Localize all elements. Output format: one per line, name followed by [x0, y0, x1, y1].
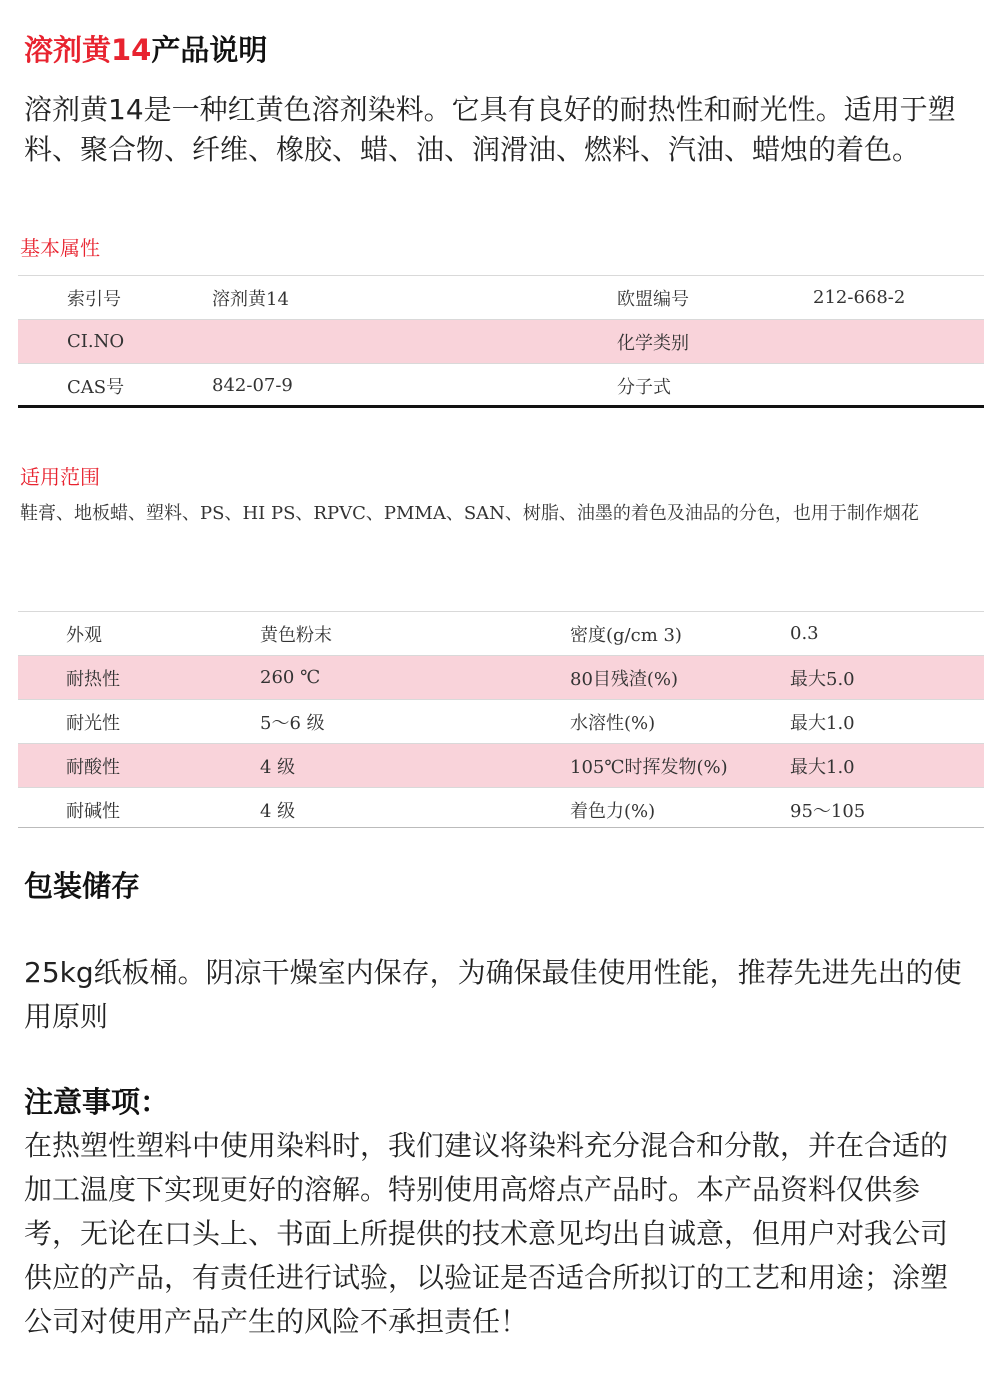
page-title — [24, 30, 267, 70]
cell-value: 260 ℃ — [260, 656, 570, 700]
table-row — [18, 364, 984, 408]
cell-key: 水溶性(%) — [570, 712, 656, 734]
scope-label: 适用范围 — [20, 465, 100, 489]
cell-key: 索引号 — [67, 288, 121, 310]
scope-text: 鞋膏、地板蜡、塑料、PS、HI PS、RPVC、PMMA、SAN、树脂、油墨的着色及油品的分色，也用于制作烟花 — [20, 503, 919, 524]
cell-key: 80目残渣(%) — [570, 656, 790, 700]
cell-value: 0.3 — [790, 623, 819, 644]
cell-value — [212, 320, 617, 364]
cell-value — [813, 364, 984, 408]
table-row — [18, 700, 984, 744]
cell-key: 欧盟编号 — [617, 288, 689, 310]
cell-key: 105℃时挥发物(%) — [570, 744, 790, 788]
specs-table — [18, 611, 984, 831]
cell-value: 最大1.0 — [790, 744, 984, 788]
cell-key: 外观 — [66, 624, 102, 646]
packaging-heading: 包装储存 — [24, 869, 141, 903]
cell-key: 密度(g/cm 3) — [570, 624, 682, 646]
table-row — [18, 320, 984, 364]
intro-paragraph: 溶剂黄14是一种红黄色溶剂染料。它具有良好的耐热性和耐光性。适用于塑料、聚合物、纤维、橡胶、蜡、油、润滑油、燃料、汽油、蜡烛的着色。 — [24, 93, 956, 166]
cell-key: 分子式 — [617, 376, 671, 398]
notes-heading: 注意事项： — [24, 1085, 170, 1119]
table-row — [18, 744, 984, 788]
cell-value: 最大1.0 — [790, 712, 855, 734]
table-row — [18, 656, 984, 700]
cell-key: CI.NO — [67, 320, 212, 364]
table-row — [18, 788, 984, 832]
cell-key: CAS号 — [67, 376, 125, 398]
basic-properties-table — [18, 275, 984, 407]
packaging-text: 25kg纸板桶。阴凉干燥室内保存，为确保最佳使用性能，推荐先进先出的使用原则 — [24, 956, 962, 1033]
cell-value: 95～105 — [790, 800, 866, 822]
notes-text: 在热塑性塑料中使用染料时，我们建议将染料充分混合和分散，并在合适的加工温度下实现更好的溶解。特别使用高熔点产品时。本产品资料仅供参考，无论在口头上、书面上所提供的技术意见均出自诚意，但用户对我公司供应的产品，有责任进行试验，以验证是否适合所拟订的工艺和用途；涂塑公司对使用产品产生的风险不承担责任！ — [24, 1129, 949, 1338]
cell-value: 4 级 — [260, 744, 570, 788]
cell-value: 842-07-9 — [212, 375, 293, 396]
basic-properties-label: 基本属性 — [20, 236, 100, 260]
table-row — [18, 276, 984, 320]
cell-value: 5～6 级 — [260, 712, 325, 734]
cell-value: 黄色粉末 — [260, 624, 332, 646]
cell-value — [813, 320, 984, 364]
cell-value: 溶剂黄14 — [212, 288, 289, 310]
title-suffix: 产品说明 — [151, 33, 268, 67]
cell-key: 耐热性 — [66, 656, 260, 700]
table-bottom-rule — [18, 405, 984, 408]
cell-key: 着色力(%) — [570, 800, 656, 822]
cell-key: 化学类别 — [617, 320, 813, 364]
specs-bottom-rule — [18, 827, 984, 828]
cell-key: 耐酸性 — [66, 744, 260, 788]
cell-key: 耐碱性 — [66, 800, 120, 822]
title-product-name: 溶剂黄14 — [24, 33, 152, 67]
cell-value: 最大5.0 — [790, 656, 984, 700]
table-row — [18, 612, 984, 656]
cell-value: 212-668-2 — [813, 287, 906, 308]
cell-value: 4 级 — [260, 800, 296, 822]
cell-key: 耐光性 — [66, 712, 120, 734]
